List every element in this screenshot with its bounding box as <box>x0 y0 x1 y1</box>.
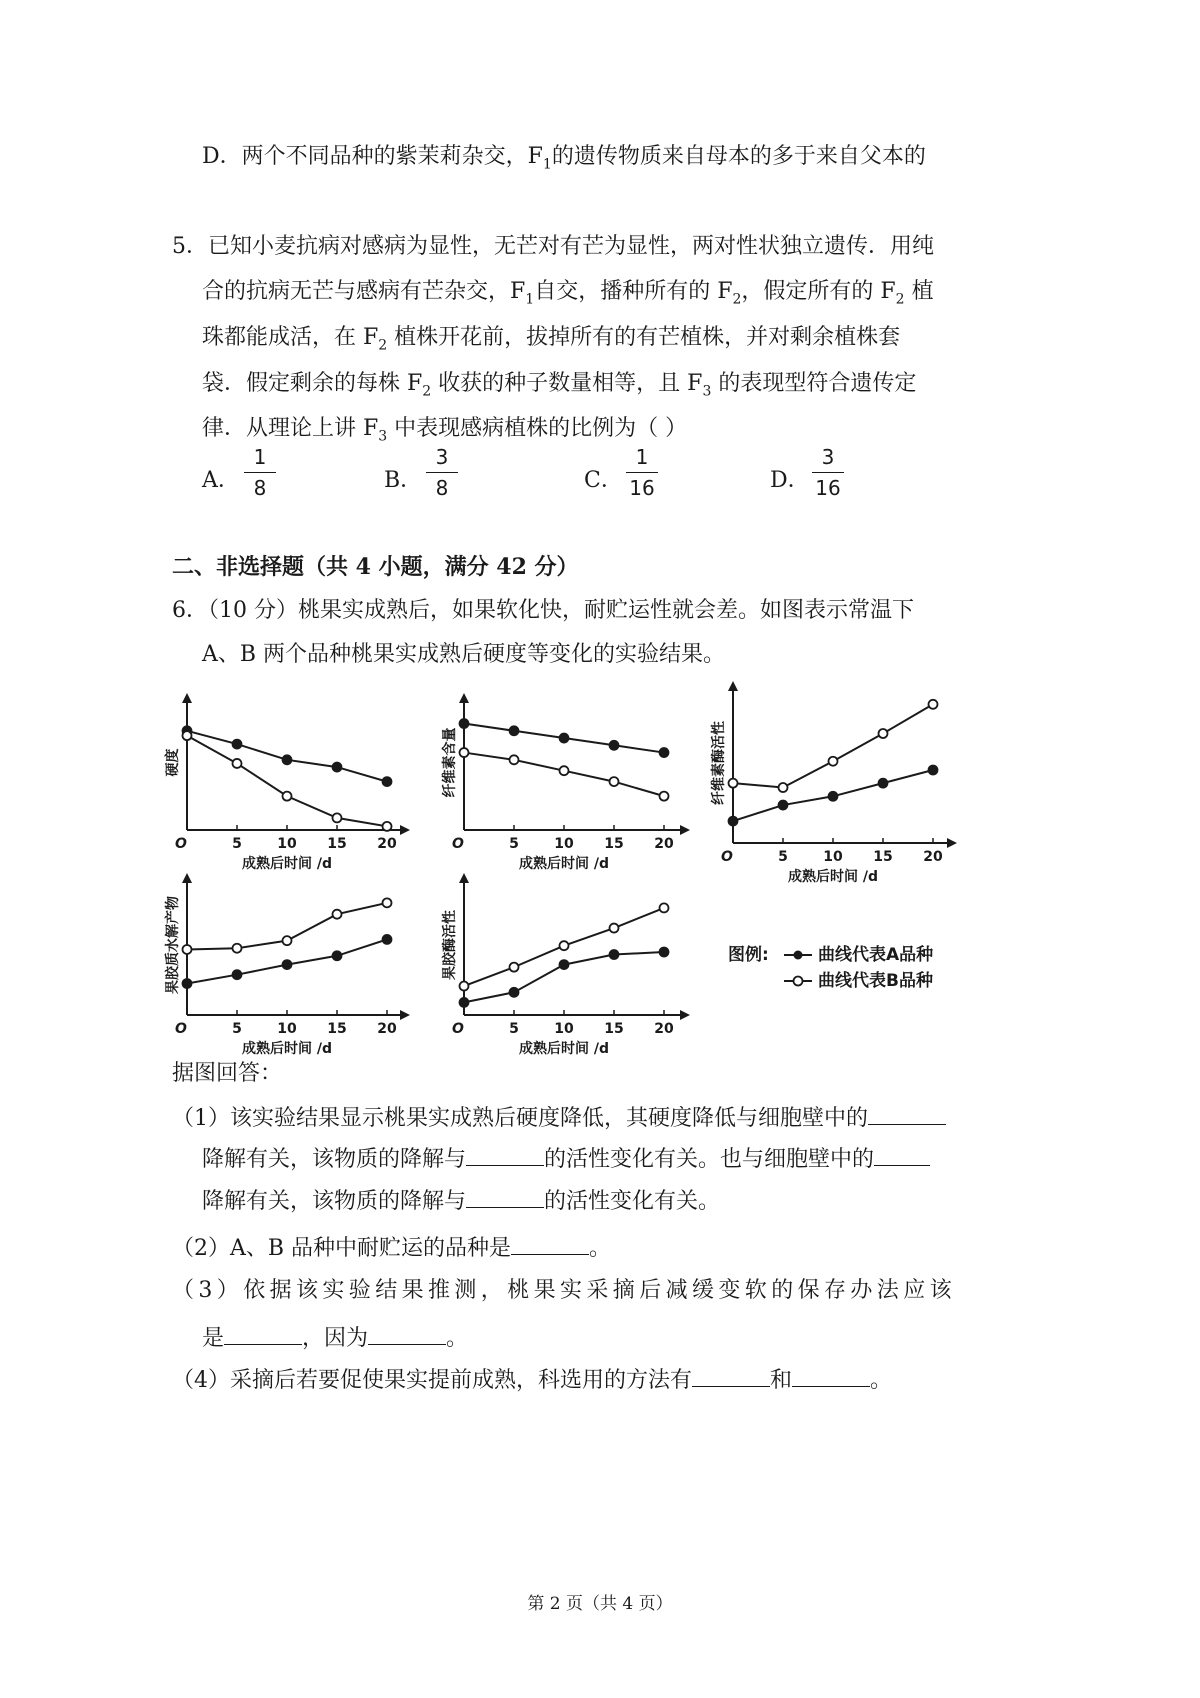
series-line-b <box>187 736 387 827</box>
q5-text: 5．已知小麦抗病对感病为显性，无芒对有芒为显性，两对性状独立遗传．用纯 <box>172 234 934 259</box>
data-point-a <box>560 734 569 743</box>
option-label: D． <box>202 144 242 169</box>
legend-marker-a <box>794 951 803 960</box>
q5-option-d-fraction <box>808 444 848 501</box>
axis-origin-label: O <box>175 1021 187 1037</box>
q5-option-d-label <box>770 466 810 496</box>
subscript: 2 <box>732 291 742 308</box>
x-tick-label: 5 <box>509 836 519 852</box>
q5-option-c-label <box>584 466 623 496</box>
numerator: 3 <box>821 445 835 469</box>
q6-part3-line-2 <box>202 1320 468 1354</box>
y-axis-label: 纤维素酶活性 <box>711 721 727 805</box>
data-point-a <box>333 951 342 960</box>
legend-label-b: 曲线代表B品种 <box>818 971 933 991</box>
q6-text: ，因为 <box>302 1326 369 1351</box>
q5-text: ，假定所有的 F <box>741 279 896 304</box>
data-point-b <box>460 982 469 991</box>
data-point-a <box>929 766 938 775</box>
q6-text: 6．（10 分）桃果实成熟后，如果软化快，耐贮运性就会差。如图表示常温下 <box>172 598 914 623</box>
data-point-a <box>829 792 838 801</box>
axis-origin-label: O <box>175 836 187 852</box>
option-label: A． <box>202 468 240 493</box>
data-point-a <box>283 960 292 969</box>
fraction-bar <box>626 472 658 473</box>
x-tick-label: 5 <box>232 836 242 852</box>
q6-text: （2）A、B 品种中耐贮运的品种是 <box>172 1236 512 1261</box>
option-label: B． <box>384 468 423 493</box>
x-tick-label: 20 <box>377 1021 397 1037</box>
x-tick-label: 15 <box>873 849 893 865</box>
denominator: 8 <box>435 476 449 500</box>
data-point-b <box>610 924 619 933</box>
q5-text: 自交，播种所有的 F <box>534 279 733 304</box>
data-point-b <box>383 822 392 831</box>
answer-blank[interactable] <box>466 1183 544 1208</box>
q6-part4 <box>172 1362 892 1396</box>
legend-label-a: 曲线代表A品种 <box>818 945 934 965</box>
q6-line-1 <box>172 596 914 626</box>
data-point-a <box>560 960 569 969</box>
answer-blank[interactable] <box>868 1100 946 1125</box>
data-point-a <box>610 950 619 959</box>
q5-text: 合的抗病无芒与感病有芒杂交，F <box>202 279 526 304</box>
q6-text: 。 <box>446 1326 469 1351</box>
x-axis-label: 成熟后时间 /d <box>787 869 879 885</box>
q5-text: 的表现型符合遗传定 <box>711 371 917 396</box>
data-point-a <box>510 726 519 735</box>
x-tick-label: 15 <box>327 1021 347 1037</box>
x-tick-label: 20 <box>654 1021 674 1037</box>
data-point-b <box>560 941 569 950</box>
y-axis-label: 果胶质水解产物 <box>165 896 181 994</box>
data-point-a <box>779 801 788 810</box>
x-axis-label: 成熟后时间 /d <box>518 1041 610 1057</box>
q6-text: A、B 两个品种桃果实成熟后硬度等变化的实验结果。 <box>202 642 726 667</box>
chart-panel <box>710 683 955 885</box>
data-point-b <box>929 700 938 709</box>
y-axis-label: 纤维素含量 <box>442 727 458 798</box>
data-point-a <box>233 970 242 979</box>
subscript: 3 <box>378 428 388 445</box>
axis-origin-label: O <box>452 836 464 852</box>
series-line-b <box>733 704 933 787</box>
denominator: 16 <box>815 476 841 500</box>
x-tick-label: 10 <box>277 836 297 852</box>
option-label: C． <box>584 468 623 493</box>
axis-origin-label: O <box>452 1021 464 1037</box>
x-tick-label: 5 <box>232 1021 242 1037</box>
q5-option-c-fraction <box>622 444 662 501</box>
x-axis-label: 成熟后时间 /d <box>241 856 333 872</box>
data-point-b <box>183 945 192 954</box>
data-point-b <box>283 792 292 801</box>
data-point-b <box>333 813 342 822</box>
data-point-a <box>660 748 669 757</box>
q5-option-b-label <box>384 466 422 496</box>
fraction-bar <box>426 472 458 473</box>
data-point-a <box>510 988 519 997</box>
q5-line-2 <box>202 277 934 314</box>
q5-option-b-fraction <box>422 444 462 501</box>
data-point-b <box>779 783 788 792</box>
q6-part1-line-2 <box>202 1141 930 1175</box>
q5-text: 中表现感病植株的比例为（ ） <box>387 416 688 441</box>
data-point-b <box>510 755 519 764</box>
answer-blank[interactable] <box>511 1230 589 1255</box>
q5-text: 植 <box>904 279 934 304</box>
data-point-a <box>460 719 469 728</box>
chart-legend <box>728 944 933 991</box>
page-number: 第 2 页（共 4 页） <box>527 1594 673 1614</box>
answer-blank[interactable] <box>692 1362 770 1387</box>
q6-text: （4）采摘后若要促使果实提前成熟，科选用的方法有 <box>172 1368 692 1393</box>
option-text: 两个不同品种的紫茉莉杂交，F <box>241 144 543 169</box>
option-text: 的遗传物质来自母本的多于来自父本的 <box>551 144 926 169</box>
x-axis-label: 成熟后时间 /d <box>241 1041 333 1057</box>
data-point-a <box>460 998 469 1007</box>
option-label: D． <box>770 468 810 493</box>
legend-prefix: 图例: <box>728 945 769 965</box>
data-point-b <box>460 748 469 757</box>
x-axis-label: 成熟后时间 /d <box>518 856 610 872</box>
y-axis-label: 果胶酶活性 <box>442 910 458 980</box>
data-point-b <box>233 759 242 768</box>
subscript: 3 <box>702 383 712 400</box>
chart-panel <box>164 695 408 872</box>
data-point-b <box>510 963 519 972</box>
x-tick-label: 15 <box>604 836 624 852</box>
data-point-a <box>610 741 619 750</box>
q6-text: 的活性变化有关。也与细胞壁中的 <box>544 1147 875 1172</box>
data-point-b <box>233 944 242 953</box>
numerator: 3 <box>435 445 449 469</box>
q6-part1-line-3 <box>202 1183 720 1217</box>
page-footer <box>0 1589 1200 1614</box>
section-title <box>172 552 579 582</box>
subscript: 1 <box>525 291 535 308</box>
denominator: 16 <box>629 476 655 500</box>
axis-origin-label: O <box>721 849 733 865</box>
data-point-a <box>333 763 342 772</box>
data-point-b <box>560 766 569 775</box>
section-title-text: 二、非选择题（共 4 小题，满分 42 分） <box>172 554 579 580</box>
legend-marker-b <box>794 977 803 986</box>
answer-intro <box>172 1059 282 1089</box>
answer-blank[interactable] <box>874 1141 930 1166</box>
q6-text: （1）该实验结果显示桃果实成熟后硬度降低，其硬度降低与细胞壁中的 <box>172 1106 868 1131</box>
x-tick-label: 10 <box>277 1021 297 1037</box>
q6-text: 降解有关，该物质的降解与 <box>202 1147 467 1172</box>
data-point-a <box>383 935 392 944</box>
x-tick-label: 15 <box>327 836 347 852</box>
data-point-b <box>879 729 888 738</box>
denominator: 8 <box>253 476 267 500</box>
subscript: 1 <box>542 156 552 173</box>
subscript: 2 <box>378 337 388 354</box>
data-point-b <box>729 779 738 788</box>
q5-text: 律．从理论上讲 F <box>202 416 379 441</box>
data-point-b <box>610 777 619 786</box>
subscript: 2 <box>895 291 905 308</box>
q5-line-3 <box>202 323 900 360</box>
data-point-b <box>660 792 669 801</box>
q5-text: 植株开花前，拔掉所有的有芒植株，并对剩余植株套 <box>387 325 901 350</box>
answer-blank[interactable] <box>792 1362 870 1387</box>
answer-intro-text: 据图回答： <box>172 1061 283 1086</box>
x-tick-label: 5 <box>778 849 788 865</box>
q5-text: 珠都能成活，在 F <box>202 325 379 350</box>
y-axis-label: 硬度 <box>165 748 181 777</box>
data-point-a <box>660 948 669 957</box>
q6-text: 和 <box>770 1368 793 1393</box>
answer-blank[interactable] <box>224 1320 302 1345</box>
chart-panel <box>164 875 408 1057</box>
data-point-a <box>729 817 738 826</box>
x-tick-label: 10 <box>554 1021 574 1037</box>
fraction-bar <box>812 472 844 473</box>
q6-line-2 <box>202 640 725 670</box>
data-point-b <box>183 731 192 740</box>
data-point-a <box>233 740 242 749</box>
data-point-a <box>879 779 888 788</box>
data-point-a <box>283 755 292 764</box>
x-tick-label: 20 <box>654 836 674 852</box>
q5-line-1 <box>172 232 934 262</box>
q6-part1-line-1 <box>172 1100 946 1134</box>
chart-panel <box>441 695 688 872</box>
data-point-b <box>383 898 392 907</box>
charts-figure <box>0 675 1200 1057</box>
data-point-b <box>660 903 669 912</box>
q6-text: 的活性变化有关。 <box>544 1189 721 1214</box>
data-point-b <box>283 936 292 945</box>
answer-blank[interactable] <box>368 1320 446 1345</box>
chart-panel <box>441 875 688 1057</box>
x-tick-label: 10 <box>554 836 574 852</box>
numerator: 1 <box>253 445 267 469</box>
q5-text: 袋．假定剩余的每株 F <box>202 371 423 396</box>
q5-option-a-fraction <box>240 444 280 501</box>
q4-option-d <box>202 142 926 179</box>
q5-text: 收获的种子数量相等，且 F <box>431 371 703 396</box>
x-tick-label: 20 <box>923 849 943 865</box>
q6-text: （3）依据该实验结果推测，桃果实采摘后减缓变软的保存办法应该 <box>172 1278 956 1303</box>
x-tick-label: 15 <box>604 1021 624 1037</box>
fraction-bar <box>244 472 276 473</box>
answer-blank[interactable] <box>466 1141 544 1166</box>
q5-option-a-label <box>202 466 240 496</box>
q6-text: 降解有关，该物质的降解与 <box>202 1189 467 1214</box>
q6-part2 <box>172 1230 611 1264</box>
x-tick-label: 10 <box>823 849 843 865</box>
q6-text: 。 <box>589 1236 612 1261</box>
x-tick-label: 5 <box>509 1021 519 1037</box>
data-point-a <box>383 777 392 786</box>
data-point-a <box>183 979 192 988</box>
q6-text: 是 <box>202 1326 225 1351</box>
numerator: 1 <box>635 445 649 469</box>
subscript: 2 <box>422 383 432 400</box>
q6-part3-line-1 <box>172 1276 956 1306</box>
q5-line-4 <box>202 369 916 406</box>
data-point-b <box>829 757 838 766</box>
x-tick-label: 20 <box>377 836 397 852</box>
data-point-b <box>333 910 342 919</box>
q6-text: 。 <box>870 1368 893 1393</box>
